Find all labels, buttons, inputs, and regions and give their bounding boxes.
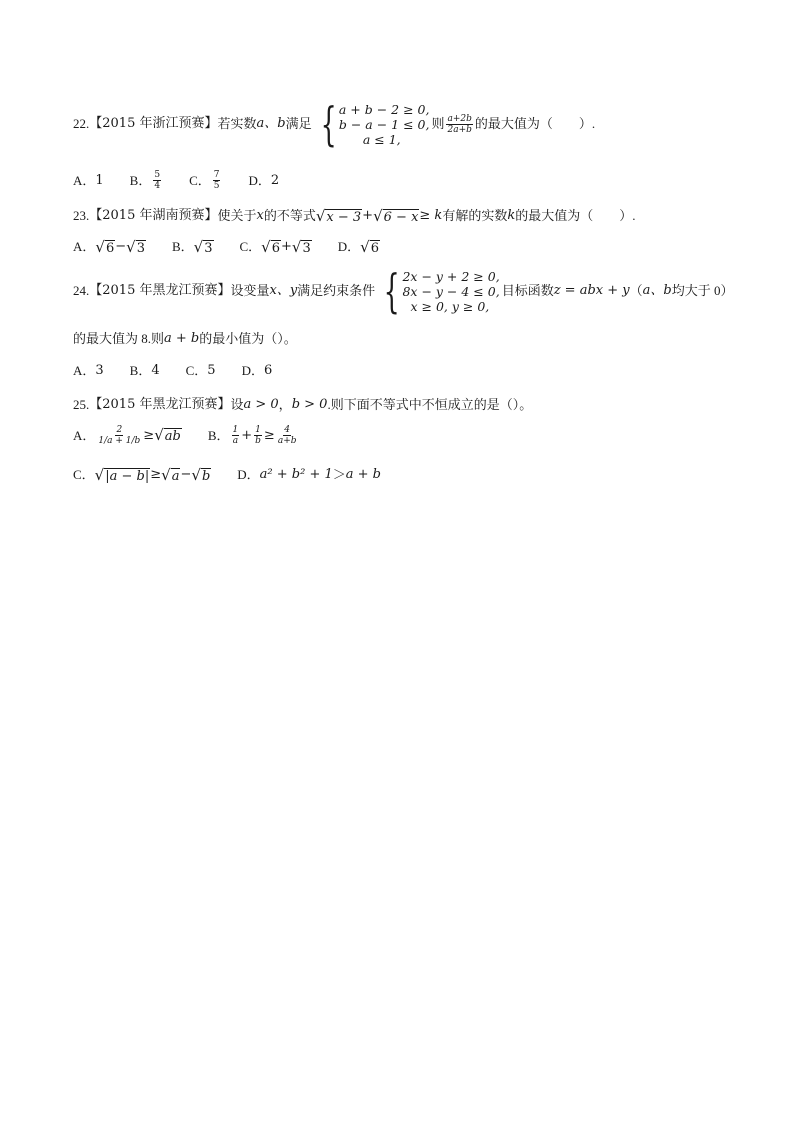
operator: + bbox=[362, 208, 374, 223]
stem-text: .则下面不等式中不恒成立的是（）。 bbox=[327, 397, 533, 412]
option-b: B． $\frac{5}{4}$ bbox=[129, 170, 161, 191]
question-source: 【2015 年湖南预赛】 bbox=[89, 208, 218, 223]
stem-text: 的不等式 bbox=[263, 208, 316, 223]
math-expr: a > 0 bbox=[243, 397, 279, 412]
question-number: 24. bbox=[73, 283, 90, 298]
constraint-system bbox=[377, 264, 500, 318]
constraint-line: 2x − y + 2 ≥ 0, bbox=[402, 268, 500, 284]
question-source: 【2015 年黑龙江预赛】 bbox=[89, 397, 231, 412]
stem-text: 使关于 bbox=[217, 208, 257, 223]
question-23-options bbox=[73, 238, 406, 256]
question-22-options bbox=[73, 170, 305, 191]
stem-text: （ bbox=[629, 283, 643, 298]
math-vars: x、y bbox=[269, 283, 298, 298]
question-source: 【2015 年浙江预赛】 bbox=[89, 116, 218, 131]
math-expr: z = abx + y bbox=[553, 283, 630, 298]
math-vars: a、b bbox=[642, 283, 672, 298]
stem-text: 设变量 bbox=[230, 283, 270, 298]
stem-text: 的最大值为（ ）. bbox=[515, 208, 636, 223]
left-brace-icon: { bbox=[320, 97, 337, 151]
math-vars: a、b bbox=[256, 116, 286, 131]
fraction-denominator: 2a+b bbox=[447, 124, 472, 135]
stem-text: 有解的实数 bbox=[442, 208, 508, 223]
fraction-numerator: a+2b bbox=[447, 113, 472, 124]
left-brace-icon: { bbox=[383, 264, 400, 318]
option-b: B． $\frac{1}{a}$ + $\frac{1}{b}$ ≥ $\frac{4}{a+b}$ bbox=[207, 425, 297, 446]
question-24-stem bbox=[73, 264, 734, 318]
stem-text: 若实数 bbox=[217, 116, 257, 131]
question-24-options bbox=[73, 362, 298, 380]
sqrt-expression: √ 6 − x bbox=[373, 206, 419, 225]
question-number: 22. bbox=[73, 116, 90, 131]
math-var: x bbox=[256, 208, 264, 223]
stem-text: 满足 bbox=[285, 116, 312, 131]
constraint-line: 8x − y − 4 ≤ 0, bbox=[402, 283, 500, 299]
option-a: A． √ 6 − √ 3 bbox=[73, 237, 145, 256]
math-expr: a + b bbox=[164, 331, 200, 346]
option-b: B． √ 3 bbox=[171, 237, 213, 256]
question-25-options-ab bbox=[73, 425, 326, 446]
stem-text: 的最小值为（）。 bbox=[199, 331, 297, 346]
constraint-line: a ≤ 1, bbox=[362, 131, 401, 147]
option-d: D． a² + b² + 1 ＞ a + b bbox=[237, 467, 381, 482]
question-source: 【2015 年黑龙江预赛】 bbox=[89, 283, 231, 298]
math-expr: b > 0 bbox=[291, 397, 328, 412]
stem-text: 的最大值为 8.则 bbox=[73, 331, 165, 346]
constraint-line: x ≥ 0, y ≥ 0, bbox=[410, 298, 490, 314]
option-d: D． 6 bbox=[241, 363, 273, 378]
question-25-stem bbox=[73, 396, 532, 414]
option-d: D． √ 6 bbox=[337, 237, 379, 256]
math-var: k bbox=[507, 208, 516, 223]
option-b: B． 4 bbox=[129, 363, 160, 378]
option-c: C． √ |a − b| ≥ √ a − √ b bbox=[73, 465, 211, 484]
option-c: C． $\frac{7}{5}$ bbox=[189, 170, 220, 191]
question-24-line2 bbox=[73, 330, 297, 348]
stem-text: 的最大值为（ ）. bbox=[474, 116, 596, 131]
option-a: A． $\frac{2}{1/a + 1/b}$ ≥ √ ab bbox=[73, 425, 181, 446]
stem-text: 目标函数 bbox=[501, 283, 554, 298]
question-number: 25. bbox=[73, 397, 90, 412]
option-a: A． 3 bbox=[73, 363, 104, 378]
option-a: A． 1 bbox=[73, 172, 104, 188]
constraint-system bbox=[314, 97, 430, 151]
constraint-line: a + b − 2 ≥ 0, bbox=[338, 101, 430, 117]
option-c: C． √ 6 + √ 3 bbox=[239, 237, 311, 256]
stem-text: 满足约束条件 bbox=[297, 283, 376, 298]
stem-text: ， bbox=[278, 397, 292, 412]
stem-text: 均大于 0） bbox=[671, 283, 734, 298]
question-23-stem bbox=[73, 207, 635, 225]
stem-text: 设 bbox=[230, 397, 244, 412]
sqrt-expression: √ x − 3 bbox=[315, 206, 362, 225]
question-22-stem bbox=[73, 97, 596, 151]
question-number: 23. bbox=[73, 208, 90, 223]
target-fraction bbox=[446, 114, 472, 135]
question-25-options-cd bbox=[73, 466, 407, 484]
math-expr: ≥ k bbox=[419, 208, 443, 223]
option-c: C． 5 bbox=[185, 363, 216, 378]
constraint-line: b − a − 1 ≤ 0, bbox=[338, 116, 430, 132]
option-d: D． 2 bbox=[248, 172, 280, 188]
stem-text: 则 bbox=[431, 116, 445, 131]
